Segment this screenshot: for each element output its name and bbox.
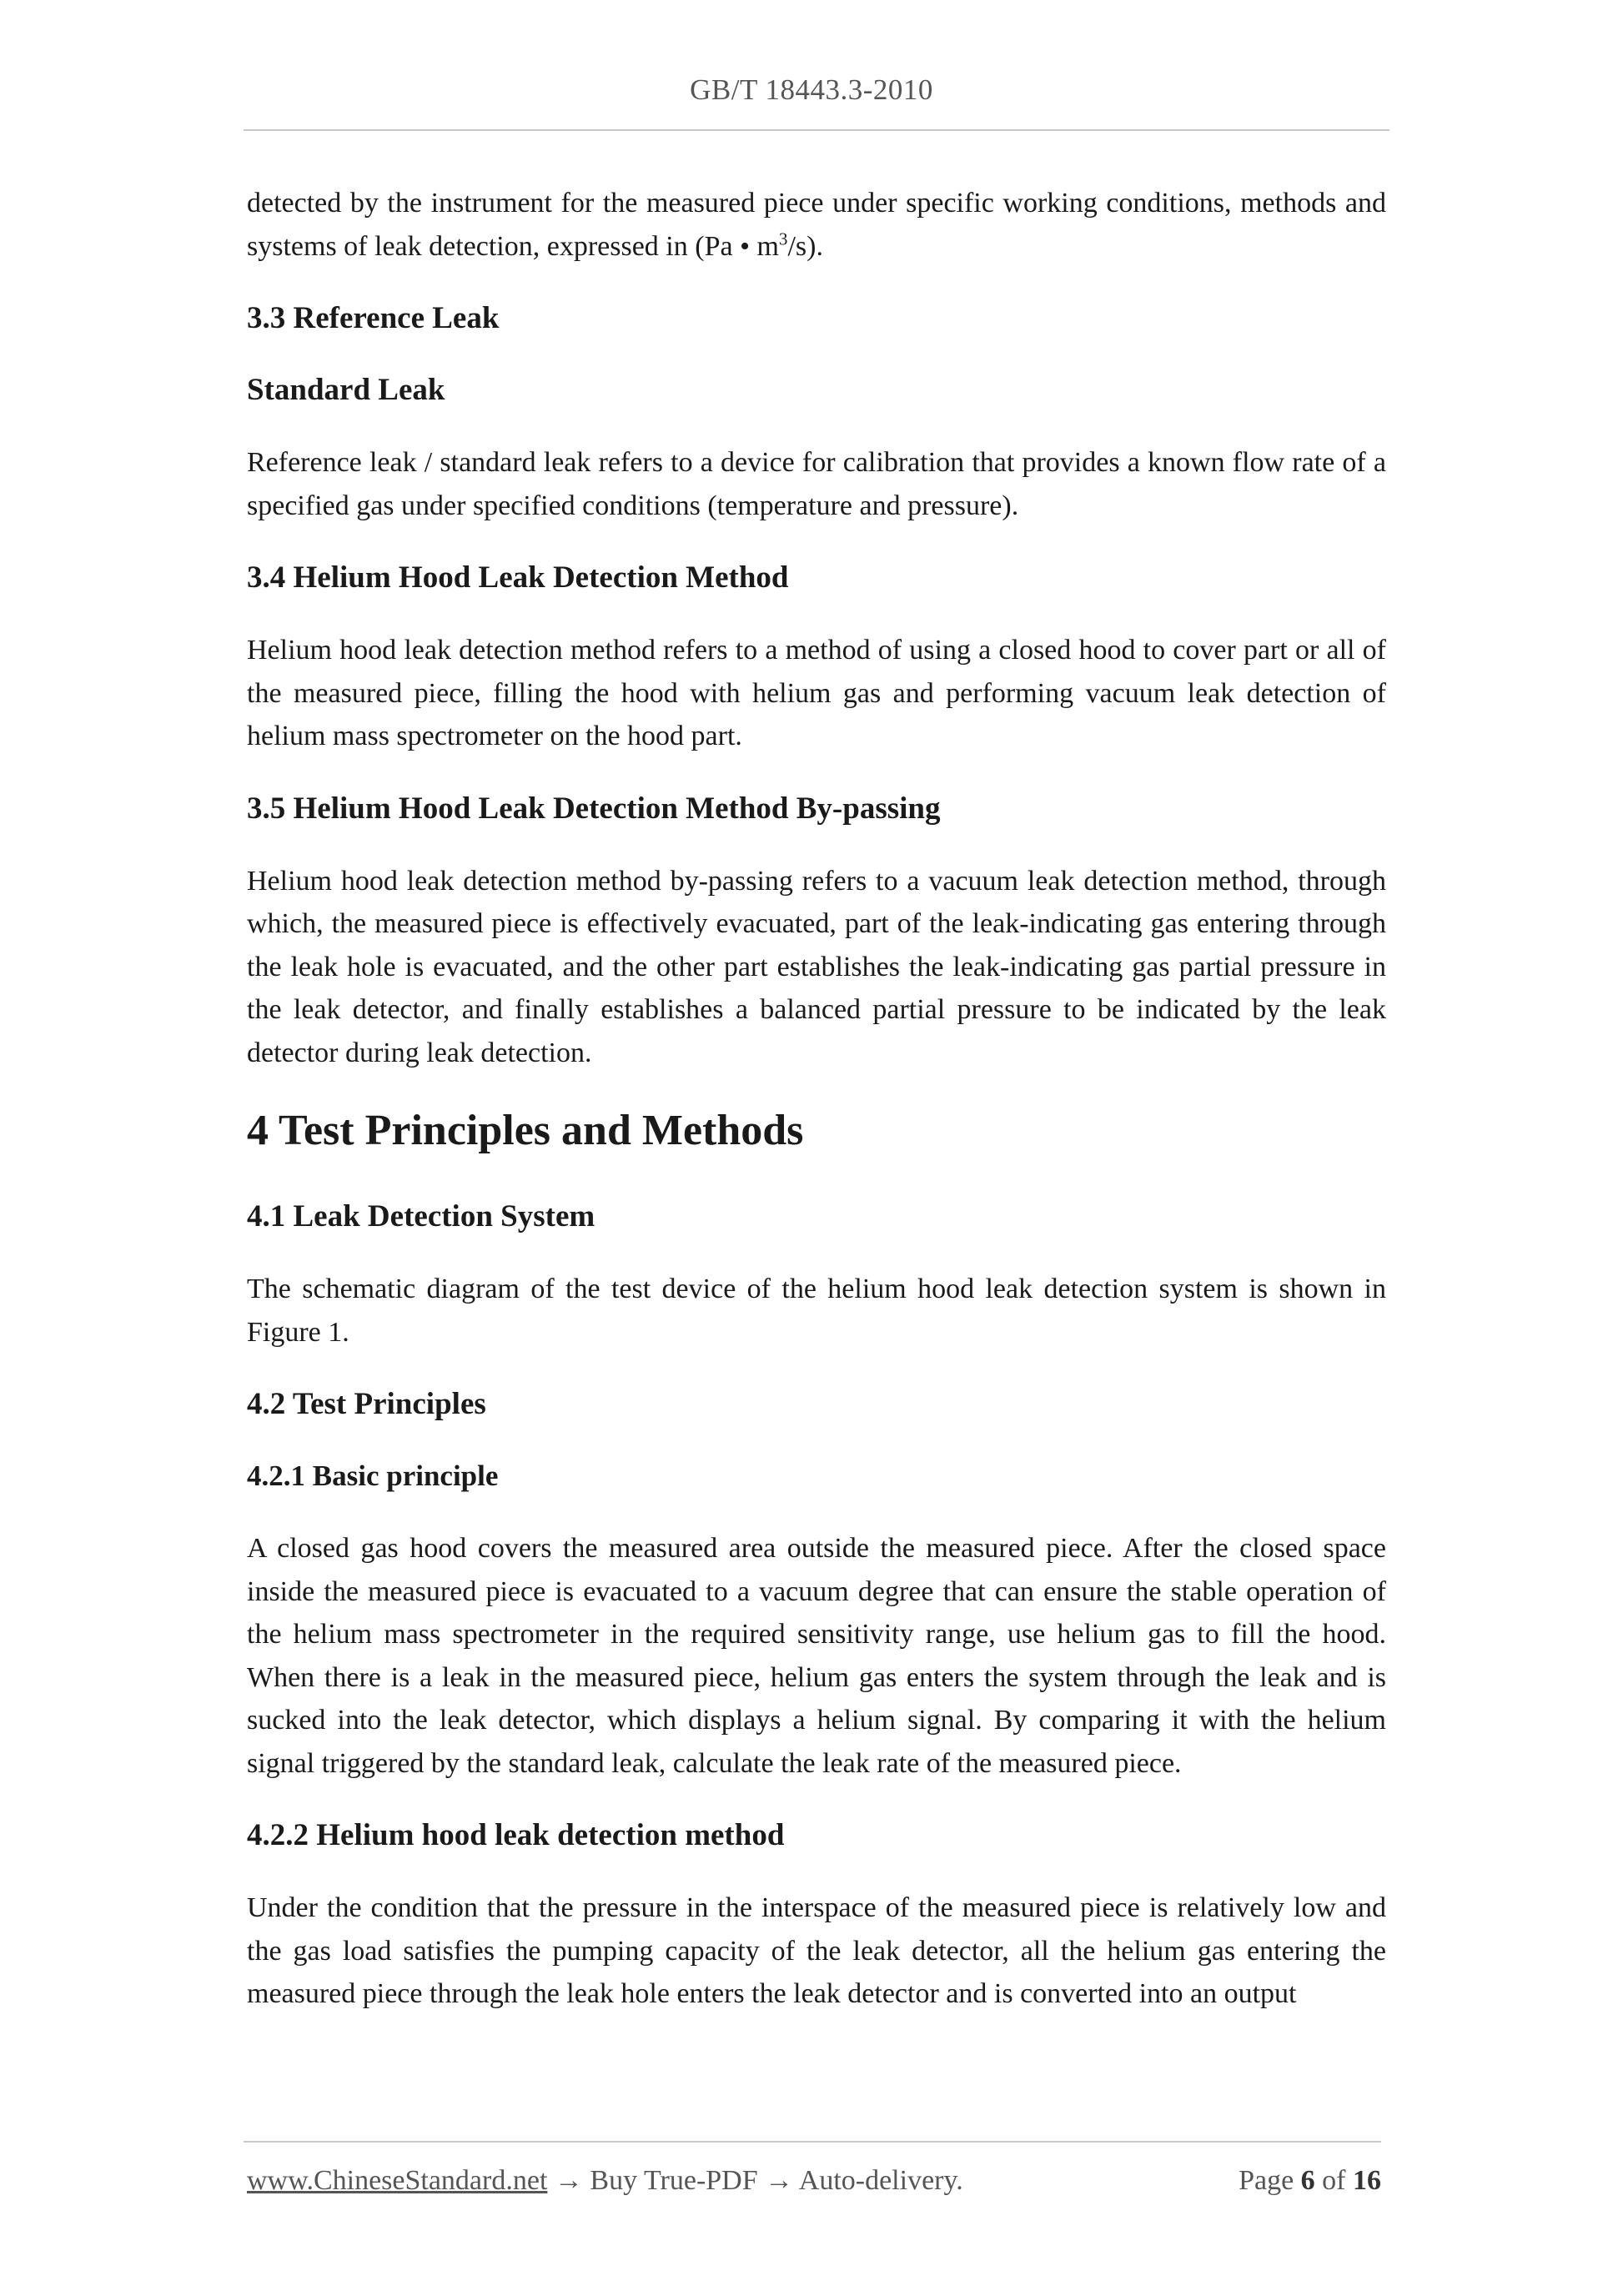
heading-3-4: 3.4 Helium Hood Leak Detection Method bbox=[247, 560, 789, 595]
intro-paragraph bbox=[247, 182, 1386, 268]
page-number bbox=[1239, 2165, 1381, 2197]
paragraph-3-5: Helium hood leak detection method by-passing refers to a vacuum leak detection method, through which, the measured piece is effectively evacuated, part of the leak-indicating gas entering through the leak hole is evacuated, and the other part establishes the leak-indicating gas partial pressure in the leak detector, and finally establishes a balanced partial pressure to be indicated by the leak detector during leak detection. bbox=[247, 865, 1386, 1068]
site-link[interactable]: www.ChineseStandard.net bbox=[247, 2165, 548, 2196]
total-pages: 16 bbox=[1353, 2165, 1381, 2196]
of-label: of bbox=[1322, 2165, 1346, 2196]
heading-4-1: 4.1 Leak Detection System bbox=[247, 1199, 595, 1233]
arrow-icon-2: → bbox=[757, 2165, 799, 2196]
heading-3-3: 3.3 Reference Leak bbox=[247, 301, 500, 335]
intro-text-end: /s). bbox=[787, 230, 823, 262]
intro-superscript: 3 bbox=[778, 229, 788, 249]
page-content bbox=[247, 182, 1386, 2046]
footer-divider bbox=[244, 2141, 1381, 2143]
paragraph-4-2-1: A closed gas hood covers the measured area outside the measured piece. After the closed space inside the measured piece is evacuated to a vacuum degree that can ensure the stable operation of the helium mass spectrometer in the required sensitivity range, use helium gas to fill the hood. When there is a leak in the measured piece, helium gas enters the system through the leak and is sucked into the leak detector, which displays a helium signal. By comparing it with the helium signal triggered by the standard leak, calculate the leak rate of the measured piece. bbox=[247, 1533, 1386, 1779]
paragraph-4-2-2: Under the condition that the pressure in the interspace of the measured piece is relatively low and the gas load satisfies the pumping capacity of the leak detector, all the helium gas entering the measured piece through the leak hole enters the leak detector and is converted into an output bbox=[247, 1892, 1386, 2009]
buy-pdf-text: Buy True-PDF bbox=[590, 2165, 758, 2196]
heading-3-5: 3.5 Helium Hood Leak Detection Method By-passing bbox=[247, 791, 941, 826]
current-page: 6 bbox=[1300, 2165, 1315, 2196]
auto-delivery-text: Auto-delivery. bbox=[798, 2165, 963, 2196]
arrow-icon-1: → bbox=[547, 2165, 590, 2196]
page-header bbox=[0, 73, 1623, 107]
paragraph-3-4: Helium hood leak detection method refers to a method of using a closed hood to cover part or all of the measured piece, filling the hood with helium gas and performing vacuum leak detection of helium mass spectrometer on the hood part. bbox=[247, 635, 1386, 751]
heading-standard-leak: Standard Leak bbox=[247, 373, 445, 407]
paragraph-3-3: Reference leak / standard leak refers to a device for calibration that provides a known flow rate of a specified gas under specified conditions (temperature and pressure). bbox=[247, 447, 1386, 521]
paragraph-4-1: The schematic diagram of the test device of the helium hood leak detection system is shown in Figure 1. bbox=[247, 1274, 1386, 1348]
intro-text: detected by the instrument for the measured piece under specific working conditions, methods and systems of leak detection, expressed in (Pa • m bbox=[247, 188, 1386, 262]
heading-4-2-2: 4.2.2 Helium hood leak detection method bbox=[247, 1818, 785, 1852]
heading-4-2-1: 4.2.1 Basic principle bbox=[247, 1459, 499, 1492]
header-divider bbox=[244, 129, 1389, 131]
standard-number: GB/T 18443.3-2010 bbox=[690, 73, 933, 106]
heading-4-2: 4.2 Test Principles bbox=[247, 1387, 486, 1421]
page-label: Page bbox=[1239, 2165, 1294, 2196]
heading-chapter-4: 4 Test Principles and Methods bbox=[247, 1107, 804, 1154]
footer-links bbox=[247, 2165, 963, 2197]
